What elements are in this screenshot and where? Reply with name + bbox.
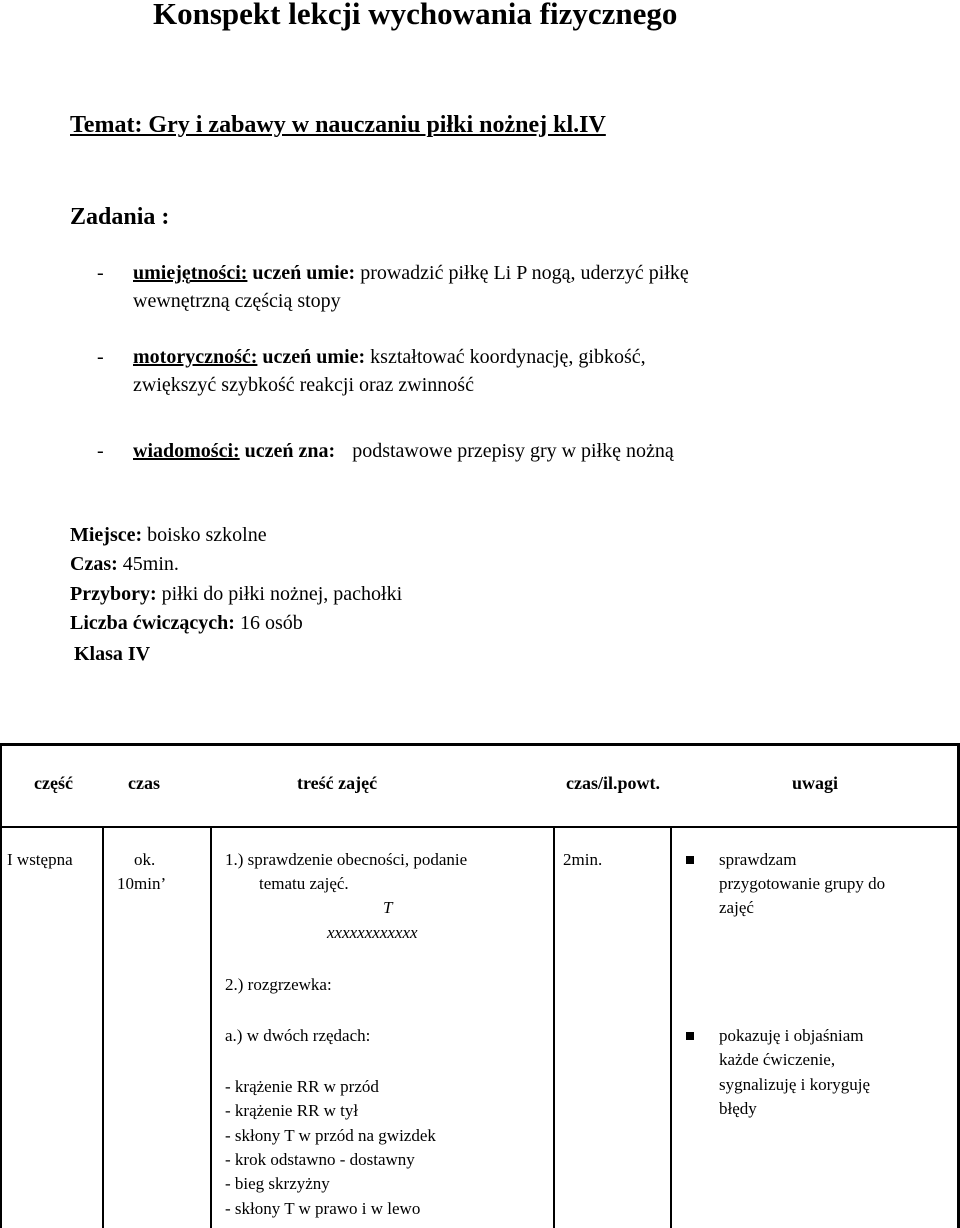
note-line: przygotowanie grupy do xyxy=(719,874,886,893)
task-dash: - xyxy=(97,440,104,462)
header-notes: uwagi xyxy=(792,773,839,793)
column-divider xyxy=(670,826,672,1228)
table-header-divider xyxy=(0,826,960,828)
header-content: treść zajęć xyxy=(297,773,378,793)
content-line: - bieg skrzyżny xyxy=(225,1174,330,1193)
task-line xyxy=(133,440,674,463)
header-time: czas xyxy=(128,773,160,793)
task-dash: - xyxy=(97,262,104,284)
count-value: 16 osób xyxy=(239,612,303,634)
content-line: - skłony T w prawo i w lewo xyxy=(225,1199,421,1218)
task-label: wiadomości: xyxy=(133,440,240,462)
task-text-continued: wewnętrzną częścią stopy xyxy=(133,290,341,312)
place-label: Miejsce: xyxy=(70,524,143,546)
time-label: Czas: xyxy=(70,553,118,575)
note-line: sprawdzam xyxy=(719,850,797,869)
task-subject: uczeń umie: xyxy=(252,262,356,284)
place-line xyxy=(70,524,267,547)
content-line: tematu zajęć. xyxy=(259,874,349,893)
task-text-continued: zwiększyć szybkość reakcji oraz zwinność xyxy=(133,374,474,396)
equipment-value: piłki do piłki nożnej, pachołki xyxy=(161,583,403,605)
task-line xyxy=(133,262,689,285)
task-subject: uczeń zna: xyxy=(244,440,336,462)
content-line: T xyxy=(383,898,393,917)
content-line: a.) w dwóch rzędach: xyxy=(225,1026,371,1045)
cell-time-line1: ok. xyxy=(134,850,156,869)
header-duration: czas/il.powt. xyxy=(566,773,660,793)
content-line: - skłony T w przód na gwizdek xyxy=(225,1126,436,1145)
content-line: - krok odstawno - dostawny xyxy=(225,1150,415,1169)
table-top-border xyxy=(0,743,960,746)
cell-time-line2: 10min’ xyxy=(117,874,167,893)
class-label: Klasa IV xyxy=(74,643,151,665)
task-label: umiejętności: xyxy=(133,262,248,284)
header-part: część xyxy=(34,773,73,793)
content-line: 2.) rozgrzewka: xyxy=(225,975,332,994)
bullet-icon xyxy=(686,1032,694,1040)
task-text: podstawowe przepisy gry w piłkę nożną xyxy=(352,440,674,462)
column-divider xyxy=(553,826,555,1228)
tasks-heading: Zadania : xyxy=(70,204,170,230)
task-line xyxy=(133,346,646,369)
note-line: błędy xyxy=(719,1099,757,1118)
place-value: boisko szkolne xyxy=(147,524,267,546)
task-label: motoryczność: xyxy=(133,346,258,368)
task-subject: uczeń umie: xyxy=(262,346,366,368)
lesson-topic: Temat: Gry i zabawy w nauczaniu piłki nożnej kl.IV xyxy=(70,112,606,138)
time-line xyxy=(70,553,179,576)
bullet-icon xyxy=(686,856,694,864)
cell-part: I wstępna xyxy=(7,850,73,869)
task-dash: - xyxy=(97,346,104,368)
column-divider xyxy=(102,826,104,1228)
task-text: kształtować koordynację, gibkość, xyxy=(370,346,646,368)
count-label: Liczba ćwiczących: xyxy=(70,612,235,634)
column-divider xyxy=(210,826,212,1228)
task-text: prowadzić piłkę Li P nogą, uderzyć piłkę xyxy=(360,262,689,284)
equipment-line xyxy=(70,583,402,606)
table-left-border xyxy=(0,743,2,1228)
content-line: 1.) sprawdzenie obecności, podanie xyxy=(225,850,468,869)
document-title: Konspekt lekcji wychowania fizycznego xyxy=(153,0,678,31)
note-line: zajęć xyxy=(719,898,754,917)
note-line: każde ćwiczenie, xyxy=(719,1050,836,1069)
content-line: - krążenie RR w tył xyxy=(225,1101,359,1120)
note-line: sygnalizuję i koryguję xyxy=(719,1075,871,1094)
cell-duration: 2min. xyxy=(563,850,603,869)
equipment-label: Przybory: xyxy=(70,583,157,605)
note-line: pokazuję i objaśniam xyxy=(719,1026,864,1045)
content-line: xxxxxxxxxxxx xyxy=(327,923,418,942)
time-value: 45min. xyxy=(122,553,179,575)
content-line: - krążenie RR w przód xyxy=(225,1077,379,1096)
count-line xyxy=(70,612,303,635)
